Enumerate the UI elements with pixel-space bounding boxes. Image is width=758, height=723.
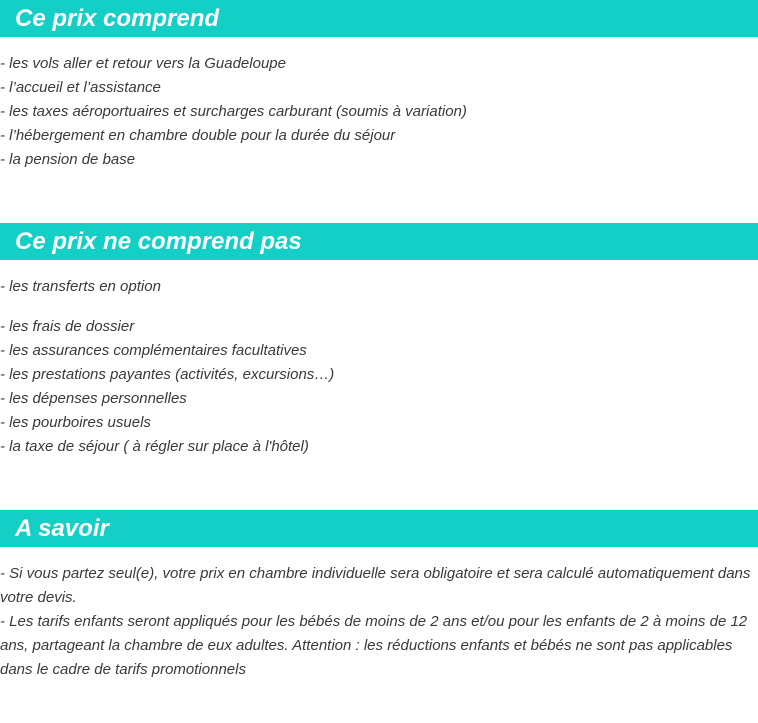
not-included-first	[0, 275, 758, 299]
list-item: - les assurances complémentaires facultatives	[0, 342, 307, 359]
list-item: - les prestations payantes (activités, excursions…)	[0, 366, 335, 383]
section-header-good-to-know	[0, 510, 758, 547]
list-item: - les taxes aéroportuaires et surcharges carburant (soumis à variation)	[0, 103, 467, 120]
info-paragraph: - Si vous partez seul(e), votre prix en chambre individuelle sera obligatoire et sera calculé automatiquement dans votre devis.	[0, 565, 751, 606]
section-title-not-included: Ce prix ne comprend pas	[15, 228, 302, 255]
list-item: - les vols aller et retour vers la Guadeloupe	[0, 55, 286, 72]
list-item: - la taxe de séjour ( à régler sur place à l'hôtel)	[0, 438, 309, 455]
list-item: - les frais de dossier	[0, 318, 135, 335]
not-included-list	[0, 315, 758, 459]
list-item: - l’accueil et l’assistance	[0, 79, 161, 96]
list-item: - l’hébergement en chambre double pour la durée du séjour	[0, 127, 396, 144]
section-header-not-included	[0, 223, 758, 260]
good-to-know-text	[0, 562, 758, 682]
section-title-good-to-know: A savoir	[15, 515, 109, 542]
list-item: - les pourboires usuels	[0, 414, 151, 431]
section-title-included: Ce prix comprend	[15, 5, 220, 32]
info-paragraph: - Les tarifs enfants seront appliqués pour les bébés de moins de 2 ans et/ou pour les enfants de 2 à moins de 12 ans, partageant la chambre de eux adultes. Attention : les réductions enfants et bébés ne sont pas applicables dans le cadre de tarifs promotionnels	[0, 613, 748, 678]
list-item: - les transferts en option	[0, 278, 161, 295]
list-item: - la pension de base	[0, 151, 136, 168]
section-header-included	[0, 0, 758, 37]
list-item: - les dépenses personnelles	[0, 390, 187, 407]
included-list	[0, 52, 758, 172]
